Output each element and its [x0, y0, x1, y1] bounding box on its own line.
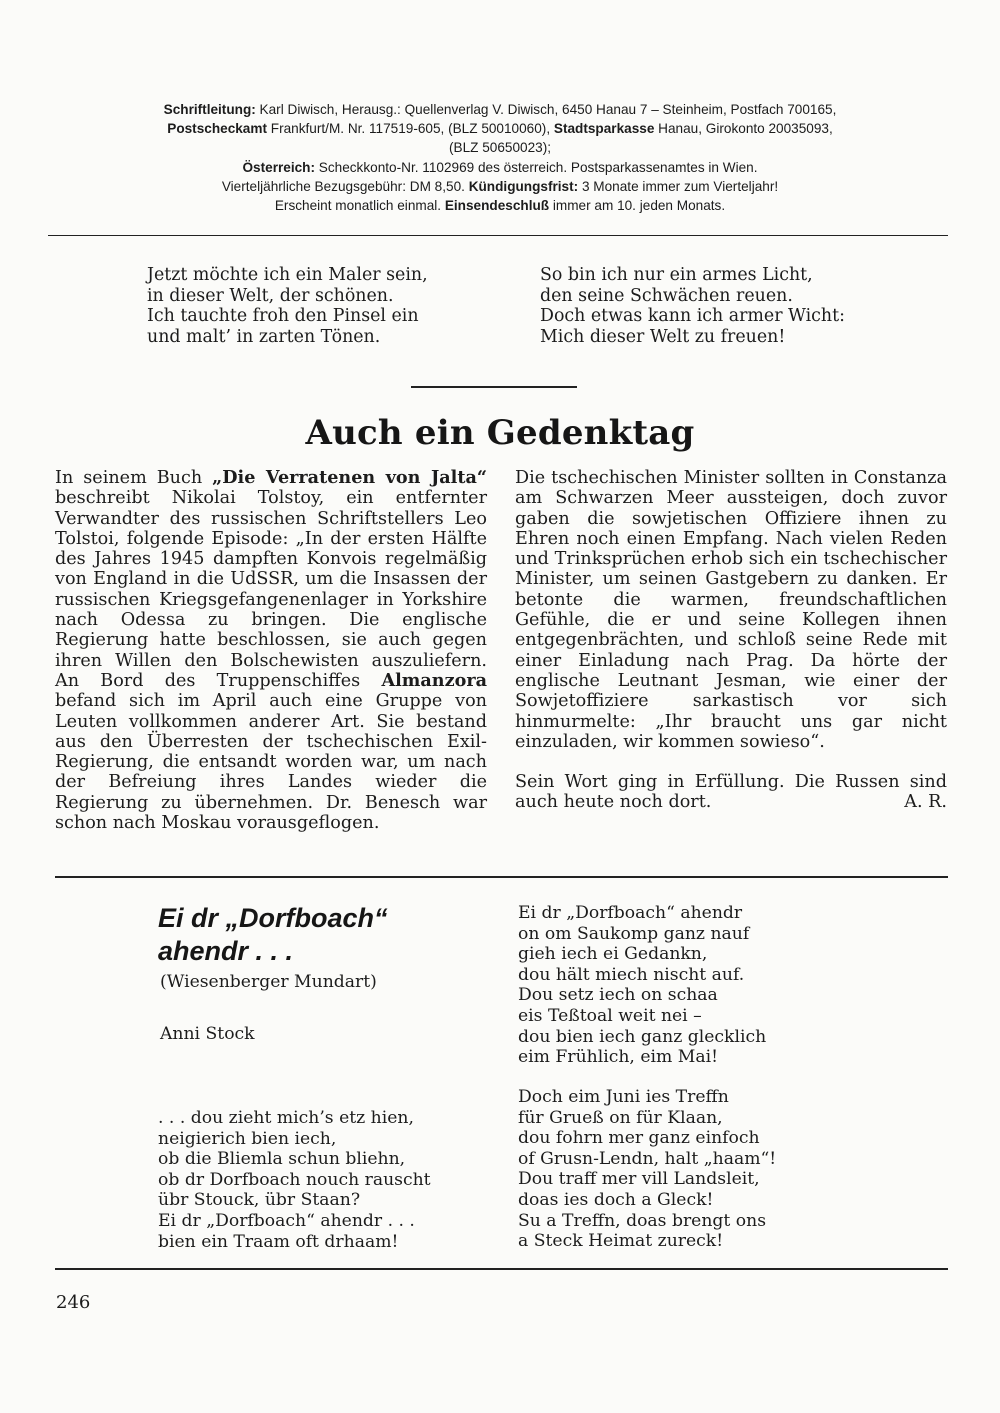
article-paragraph-closing: Sein Wort ging in Erfüllung. Die Russen sind auch heute noch dort. A. R. — [515, 772, 947, 813]
section-divider — [55, 876, 948, 878]
poem-stanza-2 — [518, 903, 766, 1068]
verse-line: Ich tauchte froh den Pinsel ein — [147, 306, 419, 326]
verse-line: So bin ich nur ein armes Licht, — [540, 265, 813, 285]
verse-line: Doch etwas kann ich armer Wicht: — [540, 306, 845, 326]
imprint-line-4: Österreich: Scheckkonto-Nr. 1102969 des österreich. Postsparkassenamtes in Wien. — [242, 159, 758, 175]
verse-line: Mich dieser Welt zu freuen! — [540, 326, 786, 347]
article-paragraph: Die tschechischen Minister sollten in Constanza am Schwarzen Meer aussteigen, doch zuvor gaben die sowjetischen Offiziere ihnen zu Ehren noch einen Empfang. Nach vielen Reden und Trinksprüchen erhob sich ein tschechischer Minister, um seinen Gastgebern zu danken. Er betonte die warmen, freundschaftlichen Gefühle, die er und seine Kollegen ihnen entgegenbrächten, und schloß seine Rede mit einer Einladung nach Prag. Da hörte der englische Leutnant Jesman, wie einer der Sowjetoffiziere sarkastisch vor sich hinmurmelte: „Ihr braucht uns gar nicht einzuladen, wir kommen sowieso“. — [515, 468, 947, 752]
poem-subtitle: (Wiesenberger Mundart) — [160, 972, 377, 992]
verse-line: und malt’ in zarten Tönen. — [147, 326, 381, 347]
imprint-line-2: Postscheckamt Frankfurt/M. Nr. 117519-605, (BLZ 50010060), Stadtsparkasse Hanau, Girokonto 20035093, — [167, 121, 833, 137]
ship-name: Almanzora — [381, 669, 487, 691]
poem-author: Anni Stock — [160, 1024, 255, 1044]
imprint-line-5: Vierteljährliche Bezugsgebühr: DM 8,50. Kündigungsfrist: 3 Monate immer zum Vierteljahr! — [221, 178, 779, 194]
imprint — [40, 100, 960, 215]
poem-stanza-3 — [518, 1087, 776, 1252]
article-paragraph: In seinem Buch „Die Verratenen von Jalta“ beschreibt Nikolai Tolstoy, ein entfernter Verwandter des russischen Schriftstellers Leo Tolstoi, folgende Episode: „In der ersten Hälfte des Jahres 1945 dampften Konvois regelmäßig von England in die UdSSR, um die Insassen der russischen Kriegsgefangenenlager in Yorkshire nach Odessa zu bringen. Die englische Regierung hatte beschlossen, sie auch gegen ihren Willen den Bolschewisten auszuliefern. An Bord des Truppenschiffes Almanzora befand sich im April auch eine Gruppe von Leuten vollkommen anderer Art. Sie bestand aus den Überresten der tschechischen Exil-Regierung, die entsandt worden war, um nach der Befreiung ihres Landes wieder die Regierung zu übernehmen. Dr. Benesch war schon nach Moskau vorausgeflogen. — [55, 467, 488, 834]
stanza-1-text: . . . dou zieht mich’s etz hien, neigierich bien iech, ob die Bliemla schun bliehn, ob dr Dorfboach nouch rauscht übr Stouck, übr Staan? Ei dr „Dorfboach“ ahendr . . . bien ein Traam oft drhaam! — [158, 1108, 431, 1252]
poem-title: Ei dr „Dorfboach“ ahendr . . . — [158, 903, 388, 966]
article-column-left — [55, 468, 487, 833]
imprint-line-6: Erscheint monatlich einmal. Einsendeschluß immer am 10. jeden Monats. — [274, 198, 726, 214]
poem-top-right — [540, 265, 845, 347]
section-divider-short — [411, 386, 577, 388]
book-title: „Die Verratenen von Jalta“ — [212, 467, 488, 488]
imprint-divider — [48, 235, 948, 236]
footer-divider — [55, 1268, 948, 1270]
verse-line: in dieser Welt, der schönen. — [147, 285, 394, 306]
page-number: 246 — [56, 1292, 91, 1313]
signature: A. R. — [904, 792, 947, 813]
stanza-3-text: Doch eim Juni ies Treffn für Grueß on für Klaan, dou fohrn mer ganz einfoch of Grusn-Lendn, halt „haam“! Dou traff mer vill Landsleit, doas ies doch a Gleck! Su a Treffn, doas brengt ons a Steck Heimat zureck! — [518, 1087, 777, 1252]
poem-top-left — [147, 265, 428, 347]
article-column-right — [515, 468, 947, 813]
verse-line: Jetzt möchte ich ein Maler sein, — [147, 265, 428, 285]
poem-stanza-1 — [158, 1108, 431, 1252]
imprint-line-1: Schriftleitung: Karl Diwisch, Herausg.: Quellenverlag V. Diwisch, 6450 Hanau 7 – Steinheim, Postfach 700165, — [163, 102, 837, 117]
imprint-line-3: (BLZ 50650023); — [448, 140, 552, 156]
stanza-2-text: Ei dr „Dorfboach“ ahendr on om Saukomp ganz nauf gieh iech ei Gedankn, dou hält miech nischt auf. Dou setz iech on schaa eis Teßtoal weit nei – dou bien iech ganz glecklich eim Frühlich, eim Mai! — [518, 903, 767, 1068]
verse-line: den seine Schwächen reuen. — [540, 285, 793, 306]
article-title: Auch ein Gedenktag — [305, 413, 695, 453]
